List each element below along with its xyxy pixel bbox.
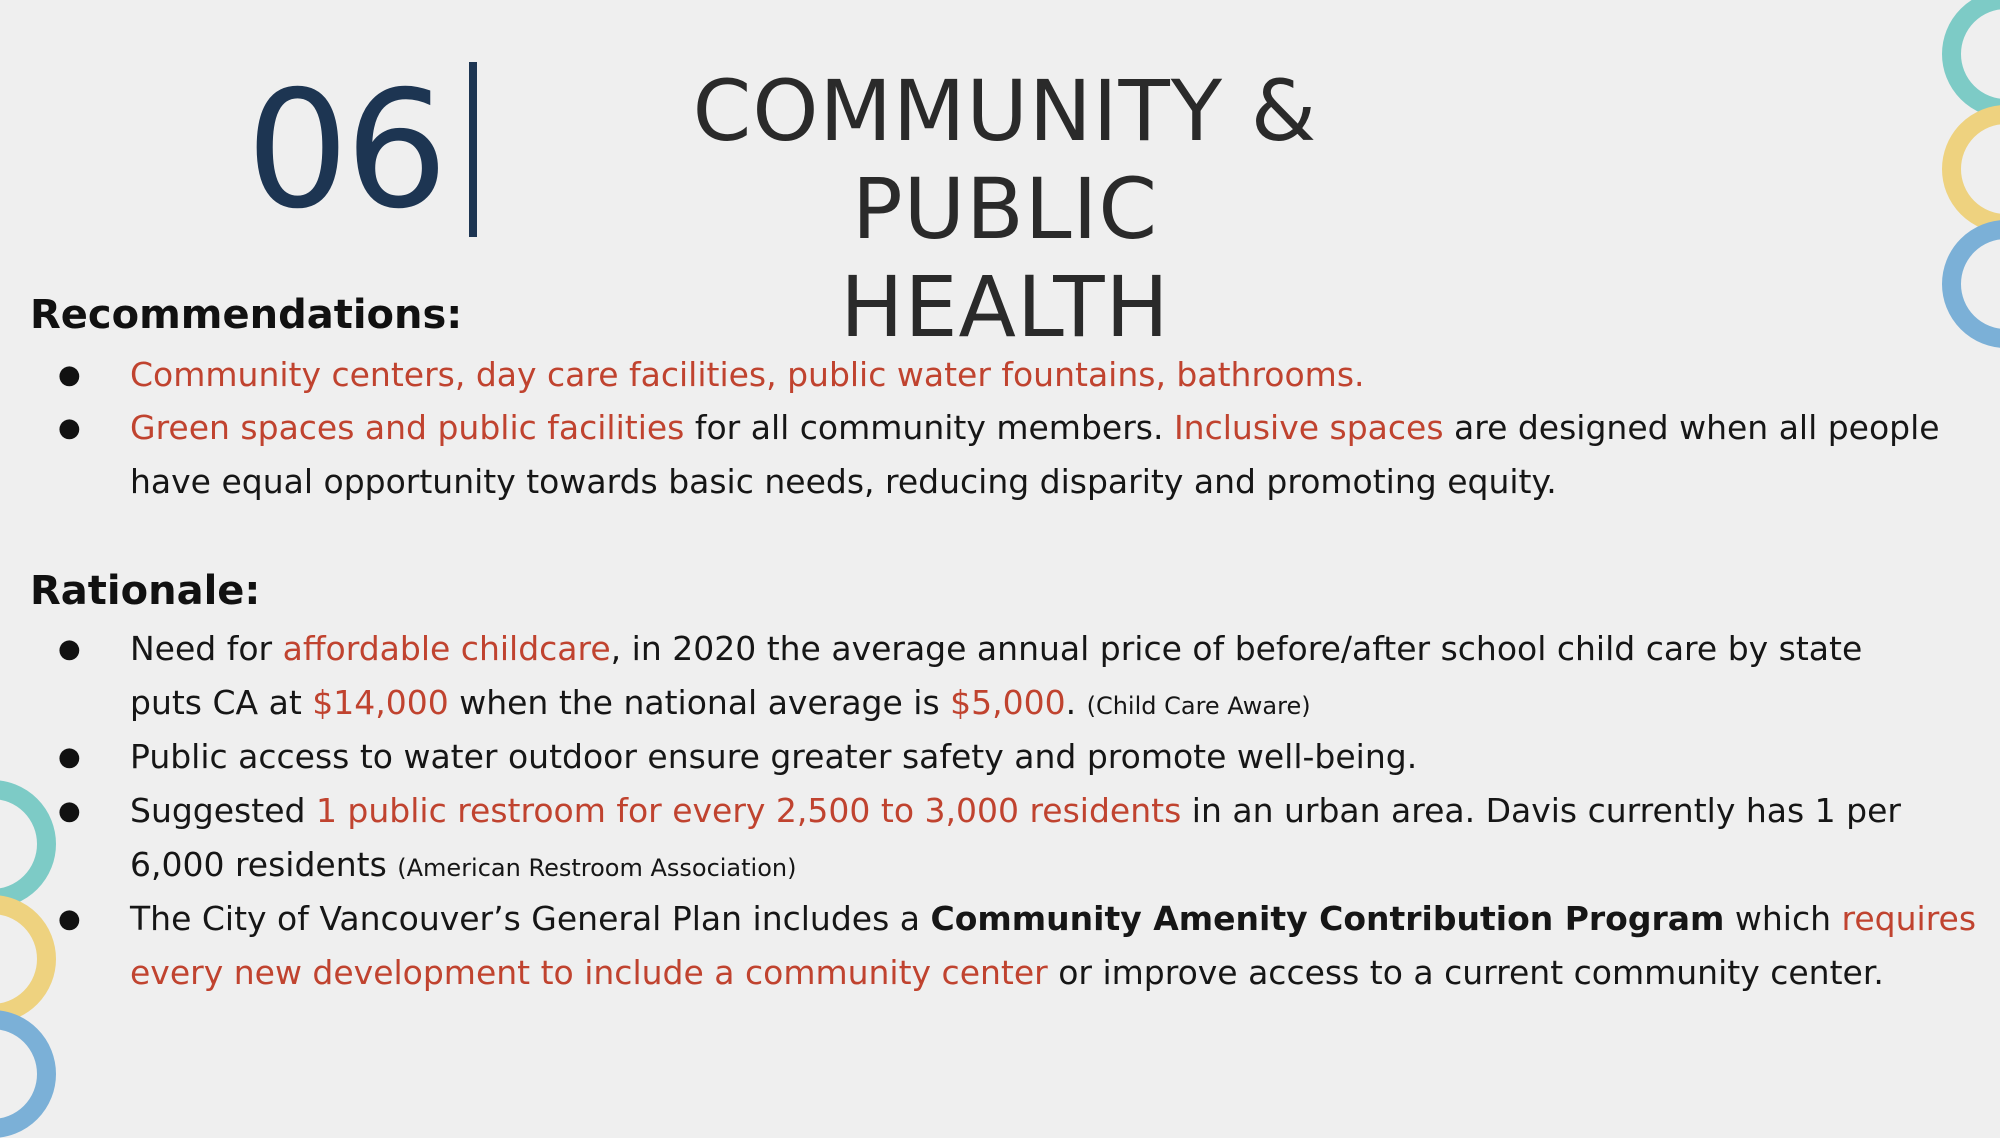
- bullet-icon: ●: [58, 796, 81, 826]
- recommendation-1-line-1: [130, 348, 1365, 402]
- rationale-4-line-1: [130, 892, 1976, 946]
- recommendation-2-text-1: for all community members.: [684, 408, 1174, 447]
- rationale-1-line-1: [130, 622, 1862, 676]
- bullet-icon: ●: [58, 634, 81, 664]
- teal-ring-bottom-left: [0, 780, 56, 908]
- recommendation-2-highlight-1: Green spaces and public facilities: [130, 408, 685, 447]
- rationale-4-line-2: [130, 946, 1884, 1000]
- teal-ring-top-right: [1942, 0, 2000, 118]
- page-title-line-2: PUBLIC HEALTH: [840, 160, 1170, 356]
- rationale-1-line2-text-3: .: [1065, 683, 1087, 722]
- bullet-icon: ●: [58, 360, 81, 390]
- yellow-ring-bottom-left: [0, 895, 56, 1023]
- rationale-1-highlight-1: affordable childcare: [282, 629, 611, 668]
- recommendation-2-line-2: have equal opportunity towards basic needs, reducing disparity and promoting equity.: [130, 462, 1557, 501]
- rationale-1-line2-text-1: puts CA at: [130, 683, 313, 722]
- rationale-1-source: (Child Care Aware): [1086, 692, 1311, 720]
- rationale-1-price-ca: $14,000: [312, 683, 449, 722]
- rationale-4-highlight-1: requires: [1841, 899, 1977, 938]
- rationale-3-highlight-1: 1 public restroom for every 2,500 to 3,000 residents: [315, 791, 1182, 830]
- header-divider: [469, 62, 477, 237]
- rationale-3-source: (American Restroom Association): [397, 854, 797, 882]
- rationale-3-line-1: [130, 784, 1901, 838]
- rationale-4-text-1: The City of Vancouver’s General Plan includes a: [130, 899, 931, 938]
- rationale-4-program-name: Community Amenity Contribution Program: [930, 899, 1725, 938]
- recommendation-2-highlight-2: Inclusive spaces: [1173, 408, 1444, 447]
- section-number: 06: [246, 57, 445, 245]
- rationale-1-text-2: , in 2020 the average annual price of before/after school child care by state: [610, 629, 1863, 668]
- yellow-ring-top-right: [1942, 105, 2000, 233]
- recommendations-heading: Recommendations:: [30, 292, 463, 338]
- bullet-icon: ●: [58, 742, 81, 772]
- bullet-icon: ●: [58, 413, 81, 443]
- rationale-heading: Rationale:: [30, 568, 261, 614]
- rationale-3-text-1: Suggested: [130, 791, 316, 830]
- rationale-2-line-1: Public access to water outdoor ensure greater safety and promote well-being.: [130, 737, 1418, 776]
- page-title-line-1: COMMUNITY &: [692, 62, 1318, 160]
- bullet-icon: ●: [58, 904, 81, 934]
- rationale-3-line2-text-1: 6,000 residents: [130, 845, 398, 884]
- page-title: [680, 62, 1330, 356]
- rationale-1-line2-text-2: when the national average is: [448, 683, 951, 722]
- recommendation-2-text-2: are designed when all people: [1443, 408, 1940, 447]
- rationale-3-text-2: in an urban area. Davis currently has 1 per: [1181, 791, 1901, 830]
- rationale-1-price-national: $5,000: [950, 683, 1066, 722]
- rationale-1-text-1: Need for: [130, 629, 283, 668]
- rationale-4-line2-text-1: or improve access to a current community center.: [1047, 953, 1884, 992]
- blue-ring-top-right: [1942, 220, 2000, 348]
- rationale-4-highlight-2: every new development to include a community center: [130, 953, 1048, 992]
- rationale-3-line-2: [130, 838, 796, 895]
- recommendation-2-line-1: [130, 401, 1940, 455]
- rationale-1-line-2: [130, 676, 1311, 733]
- recommendation-1-highlight: Community centers, day care facilities, public water fountains, bathrooms.: [130, 355, 1365, 394]
- rationale-4-text-2: which: [1724, 899, 1842, 938]
- blue-ring-bottom-left: [0, 1010, 56, 1138]
